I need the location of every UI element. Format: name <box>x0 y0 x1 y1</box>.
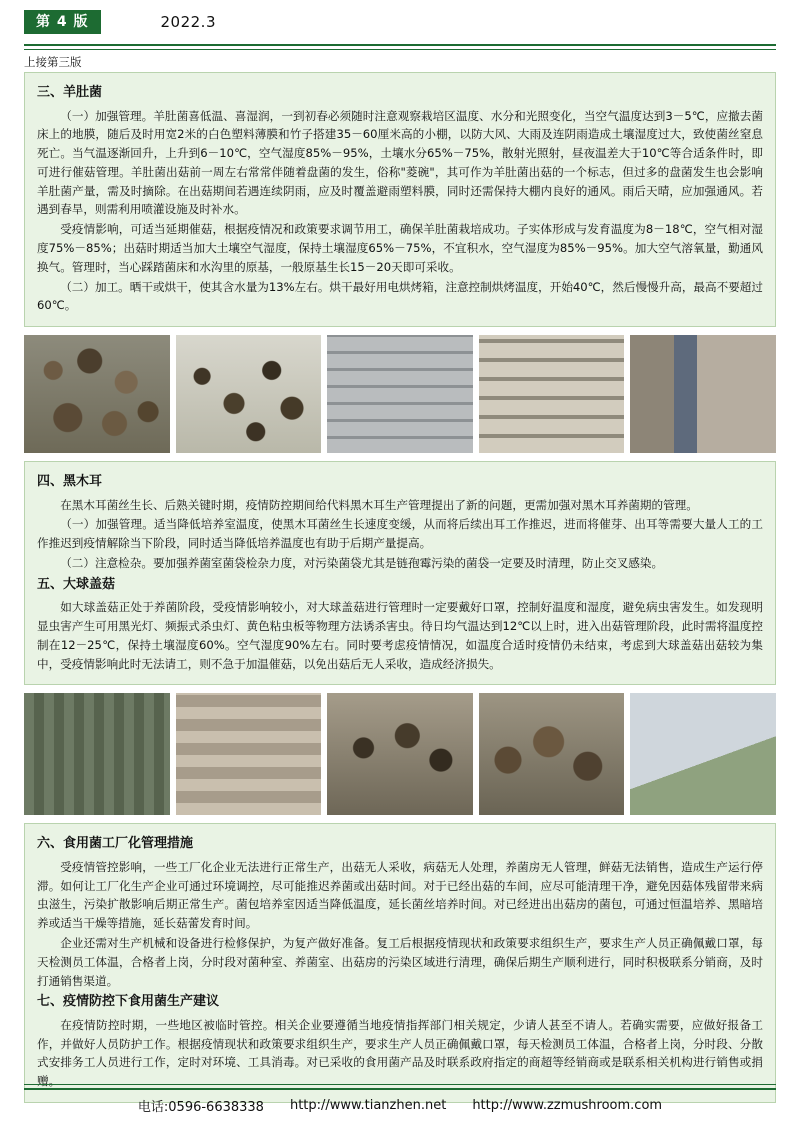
section-4-para-1: 在黑木耳菌丝生长、后熟关键时期，疫情防控期间给代料黑木耳生产管理提出了新的问题，更需加强对黑木耳养菌期的管理。 <box>60 497 698 512</box>
section-3-para-3: （二）加工。晒干或烘干，使其含水量为13%左右。烘干最好用电烘烤箱，注意控制烘烤温度，开始40℃，然后慢慢升高，最高不要超过60℃。 <box>37 279 763 313</box>
section-title-4: 四、黑木耳 <box>37 474 103 490</box>
continued-from-note: 上接第三版 <box>24 55 82 69</box>
page-number-badge: 第 4 版 <box>24 10 101 35</box>
morel-closeup-photo <box>327 693 473 815</box>
culture-trays-photo <box>479 335 625 453</box>
section-7-para-1: 在疫情防控时期，一些地区被临时管控。相关企业要遵循当地疫情指挥部门相关规定，少请人甚至不请人。若确实需要，应做好报备工作，并做好人员防护工作。根据疫情现状和政策要求组织生产，要求生产人员正确佩戴口罩，每天检测员工体温，合格者上岗，分时段、分散式安排务工人员进行工作，定时对环境、工具消毒。对已采收的食用菌产品及时联系政府指定的商超等经销商或是联系相关机构进行销售或捐赠。 <box>37 1017 763 1089</box>
page-header <box>0 0 800 44</box>
section-3-para-2: 受疫情影响，可适当延期催菇，根据疫情况和政策要求调节用工，确保羊肚菌栽培成功。子实体形成与发育温度为8－18℃，空气相对湿度75%－85%；出菇时期适当加大土壤空气湿度，保持土壤湿度65%－75%，不宜积水，空气湿度为85%－95%。加大空气溶氧量，勤通风换气。管理时，当心踩踏菌床和水沟里的原基，一般原基生长15－20天即可采收。 <box>37 222 763 274</box>
section-block-factory-and-advice <box>24 823 776 1103</box>
plastic-greenhouse-photo <box>630 693 776 815</box>
morels-in-white-bed-photo <box>176 335 322 453</box>
greenhouse-beds-photo <box>24 693 170 815</box>
section-6-para-1: 受疫情管控影响，一些工厂化企业无法进行正常生产，出菇无人采收，病菇无人处理，养菌房无人管理，鲜菇无法销售，造成生产运行停滞。如何让工厂化生产企业可通过环境调控，尽可能推迟养菌或出菇时间。对于已经出菇的车间，应尽可能清理干净，避免因菇体残留带来病虫滋生，污染扩散影响后期正常生产。菌包培养室因适当降低温度，延长菌丝培养时间。对已经进出出菇房的菌包，可通过恒温培养、黑暗培养或适当干燥等措施，延长菇蕾发育时间。 <box>37 859 763 931</box>
photo-strip-bottom <box>24 693 776 815</box>
section-title-3: 三、羊肚菌 <box>37 85 103 100</box>
section-title-6: 六、食用菌工厂化管理措施 <box>37 836 194 852</box>
issue-date: 2022.3 <box>160 13 216 31</box>
factory-racks-photo <box>327 335 473 453</box>
section-title-7: 七、疫情防控下食用菌生产建议 <box>37 994 220 1010</box>
article-body <box>24 72 776 1103</box>
bottle-cultivation-photo <box>176 693 322 815</box>
footer-website-1[interactable]: http://www.tianzhen.net <box>289 1097 447 1113</box>
page-footer <box>0 1084 800 1138</box>
section-6-para-2: 企业还需对生产机械和设备进行检修保护，为复产做好准备。复工后根据疫情现状和政策要求组织生产，要求生产人员正确佩戴口罩，每天检测员工体温，合格者上岗，分时段对菌种室、养菌室、出菇房的污染区域进行清理，确保后期生产顺利进行，同时积极联系分销商，及时打通销售渠道。 <box>37 935 763 988</box>
section-4-para-3: （二）注意检杂。要加强养菌室菌袋检杂力度，对污染菌袋尤其是链孢霉污染的菌袋一定要及时清理，防止交叉感染。 <box>60 555 664 570</box>
footer-phone: 电话:0596-6638338 <box>137 1099 264 1115</box>
footer-website-2[interactable]: http://www.zzmushroom.com <box>472 1097 663 1113</box>
morels-on-soil-photo <box>24 335 170 453</box>
mushroom-bed-photo <box>479 693 625 815</box>
section-block-auricularia-stropharia <box>24 461 776 685</box>
footer-contact-bar <box>24 1090 776 1120</box>
photo-strip-top <box>24 335 776 453</box>
section-5-para-1: 如大球盖菇正处于养菌阶段，受疫情影响较小，对大球盖菇进行管理时一定要戴好口罩，控制好温度和湿度，避免病虫害发生。如发现明显虫害产生可用黑光灯、频振式杀虫灯、黄色粘虫板等物理方法诱杀害虫。待日均气温达到12℃以上时，进入出菇管理阶段，此时需将温度控制在12－25℃，保持土壤湿度60%。空气湿度90%左右。同时要考虑疫情情况，如温度合适时疫情仍未结束，考虑到大球盖菇出菇较为集中，受疫情影响此时无法请工，则不急于加温催菇，以免出菇后无人采收，造成经济损失。 <box>37 600 763 671</box>
worker-in-greenhouse-photo <box>630 335 776 453</box>
section-title-5: 五、大球盖菇 <box>37 576 116 592</box>
section-block-morel <box>24 72 776 327</box>
section-3-para-1: （一）加强管理。羊肚菌喜低温、喜湿润，一到初春必须随时注意观察栽培区温度、水分和光照变化，当空气温度达到3－5℃，应撤去菌床上的地膜，随后及时用宽2米的白色塑料薄膜和竹子搭建35－60厘米高的小棚，以防大风、大雨及连阴雨造成土壤湿度过大，致使菌丝窒息死亡。当气温逐渐回升，上升到6－10℃，空气湿度85%－95%，土壤水分65%－75%，散射光照射，昼夜温差大于10℃等合适条件时，即可进行催菇管理。羊肚菌出菇前一周左右常常伴随着盘菌的发生，俗称"菱碗"，其可作为羊肚菌出菇的一个标志，但过多的盘菌发生也会影响羊肚菌产量，需及时摘除。在出菇期间若遇连续阴雨，应及时覆盖避雨塑料膜，同时还需保持大棚内良好的通风。雨后天晴，应加强通风。若遇到春旱，则需利用喷灌设施及时补水。 <box>37 108 763 217</box>
section-4-para-2: （一）加强管理。适当降低培养室温度，使黑木耳菌丝生长速度变缓，从而将后续出耳工作推迟，进而将催芽、出耳等需要大量人工的工作推迟到疫情解除当下阶段，同时适当降低培养温度也有助于后期产量提高。 <box>37 517 763 551</box>
